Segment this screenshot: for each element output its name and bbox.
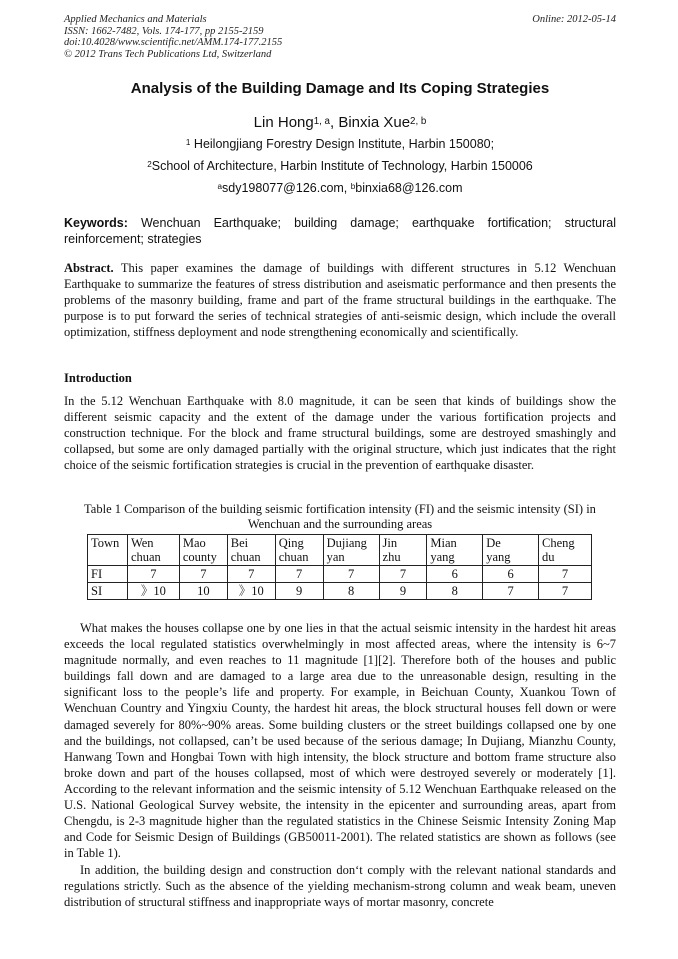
col-name-line2: yan bbox=[326, 550, 345, 564]
col-name-line1: Qing bbox=[278, 536, 304, 550]
col-name-line1: Mian bbox=[430, 536, 457, 550]
table-cell: 7 bbox=[379, 566, 427, 583]
author-1-sup: 1, a bbox=[313, 115, 330, 127]
author-1-name: Lin Hong bbox=[253, 114, 314, 131]
affiliation-2-sup: 2 bbox=[147, 160, 152, 170]
col-name-line1: Jin bbox=[382, 536, 398, 550]
table-header-cell bbox=[427, 535, 483, 566]
col-name-line1: Dujiang bbox=[326, 536, 367, 550]
table-cell: 9 bbox=[379, 583, 427, 600]
body-paragraph-3: In addition, the building design and construction don‘t comply with the relevant national standards and regulations strictly. Such as the absence of the yielding mechanism-strong column and weak beam, uneven distribution of structural stiffness and inappropriate ways of mortar masonry, concrete bbox=[64, 863, 616, 910]
email-a: sdy198077@126.com, bbox=[222, 181, 351, 195]
journal-header bbox=[64, 14, 616, 60]
table-cell: 6 bbox=[483, 566, 539, 583]
col-name-line2: zhu bbox=[382, 550, 401, 564]
table-header-cell bbox=[227, 535, 275, 566]
table-1 bbox=[87, 534, 592, 600]
body-paragraph-2: What makes the houses collapse one by one lies in that the actual seismic intensity in the hardest hit areas exceeds the local regulated statistics overwhelmingly in most affected areas, where the intensity is 6~7 magnitude normally, and even reaches to 11 magnitude [1][2]. Therefore both of the houses and public buildings fall down and are damaged to a large area due to the unreasonable design, resulting in the significant loss to the people’s life and property. For example, in Beichuan County, Xuankou Town of Wenchuan Country and Yingxiu County, the hardest hit areas, the block structural houses fell down or were damaged severely for 80%~90% areas. Some building clusters or the street buildings collapsed one by one and the buildings, not collapsed, can’t be used because of the serious damage; In Dujiang, Mianzhu County, Hanwang Town and Hongbai Town with high intensity, the block structure and bottom frame structure also broke down and part of the houses collapsed, most of which were destroyed severely or moderately [1]. According to the relevant information and the seismic intensity of 5.12 Wenchuan Earthquake released on the U.S. National Geological Survey website, the intensity in the epicenter and surrounding areas, apart from Chengdu, is 2-3 magnitude higher than the regulated statistics in the Chinese Seismic Intensity Zoning Map and Code for Seismic Design of Buildings (GB50011-2001). The related statistics are shown as follows (see in Table 1). bbox=[64, 621, 616, 861]
col-name-line2: chuan bbox=[278, 550, 309, 564]
col-name-line2: county bbox=[182, 550, 217, 564]
keywords-text: Wenchuan Earthquake; building damage; earthquake fortification; structural reinforcement; strategies bbox=[64, 216, 616, 246]
col-name-line2: yang bbox=[430, 550, 455, 564]
table-cell: 7 bbox=[275, 566, 323, 583]
abstract-label: Abstract. bbox=[64, 261, 114, 275]
abstract-text: This paper examines the damage of buildings with different structures in 5.12 Wenchuan Earthquake to summarize the features of stress distribution and aseismatic performance and then presents the problems of the masonry building, frame and part of the frame structural buildings in the earthquake. The purpose is to put forward the series of technical strategies of anti-seismic design, which include the overall optimization, stiffness deployment and node strengthening economically and scientifically. bbox=[64, 261, 616, 340]
col-name-line2: du bbox=[542, 550, 555, 564]
table-row-label: FI bbox=[88, 566, 128, 583]
table-cell: 6 bbox=[427, 566, 483, 583]
table-row bbox=[88, 566, 592, 583]
affiliation-1-sup: 1 bbox=[185, 138, 191, 148]
email-b-sup: b bbox=[350, 182, 356, 192]
col-name-line2: chuan bbox=[230, 550, 261, 564]
journal-name: Applied Mechanics and Materials bbox=[64, 14, 207, 25]
affiliation-1 bbox=[64, 137, 616, 151]
table-row bbox=[88, 583, 592, 600]
author-2-name: Binxia Xue bbox=[338, 114, 411, 131]
table-cell: 7 bbox=[483, 583, 539, 600]
email-line bbox=[64, 181, 616, 195]
keywords bbox=[64, 215, 616, 247]
keywords-label: Keywords: bbox=[64, 216, 128, 230]
author-separator: , bbox=[329, 114, 339, 131]
table-cell: 》10 bbox=[127, 583, 179, 600]
table-header-cell bbox=[179, 535, 227, 566]
author-line bbox=[64, 114, 616, 131]
table-cell: 7 bbox=[127, 566, 179, 583]
section-heading-introduction: Introduction bbox=[64, 371, 132, 385]
affiliation-1-text: Heilongjiang Forestry Design Institute, Harbin 150080; bbox=[190, 137, 495, 151]
issn-line: ISSN: 1662-7482, Vols. 174-177, pp 2155-2159 bbox=[64, 25, 264, 37]
table-cell: 8 bbox=[427, 583, 483, 600]
table-1-caption: Table 1 Comparison of the building seismic fortification intensity (FI) and the seismic intensity (SI) in Wenchuan and the surrounding areas bbox=[84, 502, 596, 531]
table-cell: 》10 bbox=[227, 583, 275, 600]
email-b: binxia68@126.com bbox=[355, 181, 463, 195]
table-cell: 8 bbox=[323, 583, 379, 600]
col-name-line1: Wen bbox=[130, 536, 154, 550]
abstract bbox=[64, 260, 616, 340]
col-name-line2: chuan bbox=[130, 550, 161, 564]
table-cell: 7 bbox=[227, 566, 275, 583]
paper-title: Analysis of the Building Damage and Its Coping Strategies bbox=[130, 80, 550, 97]
table-header-cell bbox=[323, 535, 379, 566]
col-name-line2: yang bbox=[486, 550, 511, 564]
col-name-line1: Cheng bbox=[542, 536, 575, 550]
table-header-cell bbox=[275, 535, 323, 566]
table-header-cell bbox=[379, 535, 427, 566]
table-cell: 9 bbox=[275, 583, 323, 600]
table-cell: 7 bbox=[539, 566, 592, 583]
table-header-cell bbox=[483, 535, 539, 566]
table-cell: 7 bbox=[179, 566, 227, 583]
affiliation-2-text: School of Architecture, Harbin Institute of Technology, Harbin 150006 bbox=[151, 159, 533, 173]
table-header-row bbox=[88, 535, 592, 566]
table-cell: 7 bbox=[539, 583, 592, 600]
doi-line: doi:10.4028/www.scientific.net/AMM.174-177.2155 bbox=[64, 37, 283, 48]
table-header-cell bbox=[539, 535, 592, 566]
affiliation-2 bbox=[64, 159, 616, 173]
table-cell: 7 bbox=[323, 566, 379, 583]
copyright-line: © 2012 Trans Tech Publications Ltd, Switzerland bbox=[64, 48, 272, 60]
table-cell: 10 bbox=[179, 583, 227, 600]
online-date: Online: 2012-05-14 bbox=[532, 14, 616, 25]
author-2-sup: 2, b bbox=[410, 115, 427, 127]
table-header-town: Town bbox=[88, 535, 128, 566]
col-name-line1: Bei bbox=[230, 536, 249, 550]
intro-paragraph-1: In the 5.12 Wenchuan Earthquake with 8.0 magnitude, it can be seen that kinds of buildings show the different seismic capacity and the extent of the damage under the various fortification projects and construction technique. For the block and frame structural buildings, some are destroyed smashingly and collapsed, but some are only damaged partially with the original structure, which just indicates that the right choice of the seismic fortification strategies is crucial in the prevention of earthquake disaster. bbox=[64, 394, 616, 473]
col-name-line1: De bbox=[486, 536, 501, 550]
table-header-cell bbox=[127, 535, 179, 566]
email-a-sup: a bbox=[217, 182, 223, 192]
col-name-line1: Mao bbox=[182, 536, 206, 550]
table-row-label: SI bbox=[88, 583, 128, 600]
